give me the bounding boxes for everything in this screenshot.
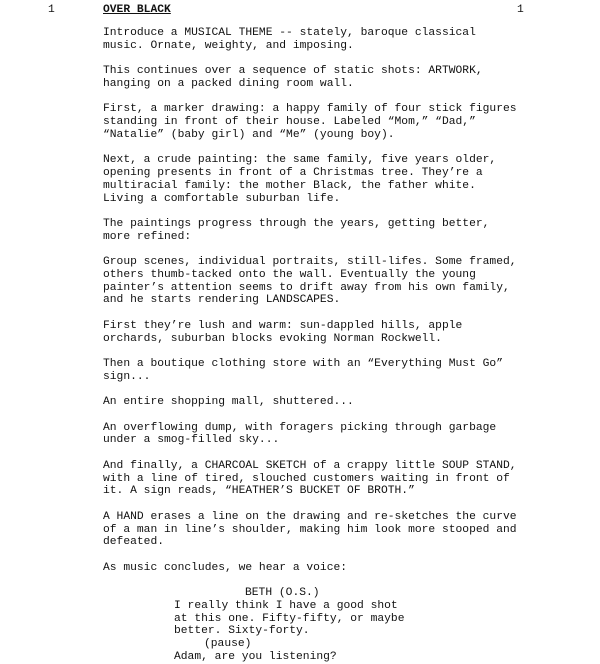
action-paragraph: As music concludes, we hear a voice:	[103, 561, 348, 574]
character-cue: BETH (O.S.)	[245, 587, 320, 600]
action-paragraph: Next, a crude painting: the same family, five years older, opening presents in front of a Christmas tree. They’re a multiracial family: the mother Black, the father white. Living a comfortable suburban life.	[103, 154, 497, 205]
action-paragraph: This continues over a sequence of static shots: ARTWORK, hanging on a packed dining room wall.	[103, 65, 483, 90]
parenthetical: (pause)	[204, 638, 252, 651]
action-paragraph: First, a marker drawing: a happy family of four stick figures standing in front of their house. Labeled “Mom,” “Dad,” “Natalie” (baby girl) and “Me” (young boy).	[103, 103, 517, 141]
scene-heading: OVER BLACK	[103, 4, 171, 16]
action-paragraph: Group scenes, individual portraits, still-lifes. Some framed, others thumb-tacked onto the wall. Eventually the young painter’s attention seems to drift away from his own family, and he starts rendering LANDSCAPES.	[103, 256, 517, 307]
dialogue-line: Adam, are you listening?	[174, 650, 337, 663]
action-paragraph: A HAND erases a line on the drawing and re-sketches the curve of a man in line’s shoulder, making him look more stooped and defeated.	[103, 510, 517, 549]
action-paragraph: And finally, a CHARCOAL SKETCH of a crappy little SOUP STAND, with a line of tired, slouched customers waiting in front of it. A sign reads, “HEATHER’S BUCKET OF BROTH.”	[103, 459, 517, 498]
action-paragraph: An overflowing dump, with foragers picking through garbage under a smog-filled sky...	[103, 421, 497, 447]
action-paragraph: An entire shopping mall, shuttered...	[103, 396, 354, 409]
dialogue-block	[103, 587, 573, 664]
page-number-left: 1	[48, 4, 55, 16]
script-body	[103, 27, 573, 664]
dialogue-line: at this one. Fifty-fifty, or maybe	[174, 612, 405, 625]
action-paragraph: The paintings progress through the years, getting better, more refined:	[103, 218, 490, 243]
action-paragraph: Then a boutique clothing store with an “Everything Must Go” sign...	[103, 358, 503, 383]
page-number-right: 1	[517, 4, 524, 16]
dialogue-line: better. Sixty-forty.	[174, 625, 310, 638]
action-paragraph: First they’re lush and warm: sun-dappled hills, apple orchards, suburban blocks evoking Norman Rockwell.	[103, 319, 463, 345]
dialogue-line: I really think I have a good shot	[174, 599, 398, 612]
action-paragraph: Introduce a MUSICAL THEME -- stately, baroque classical music. Ornate, weighty, and imposing.	[103, 27, 476, 52]
